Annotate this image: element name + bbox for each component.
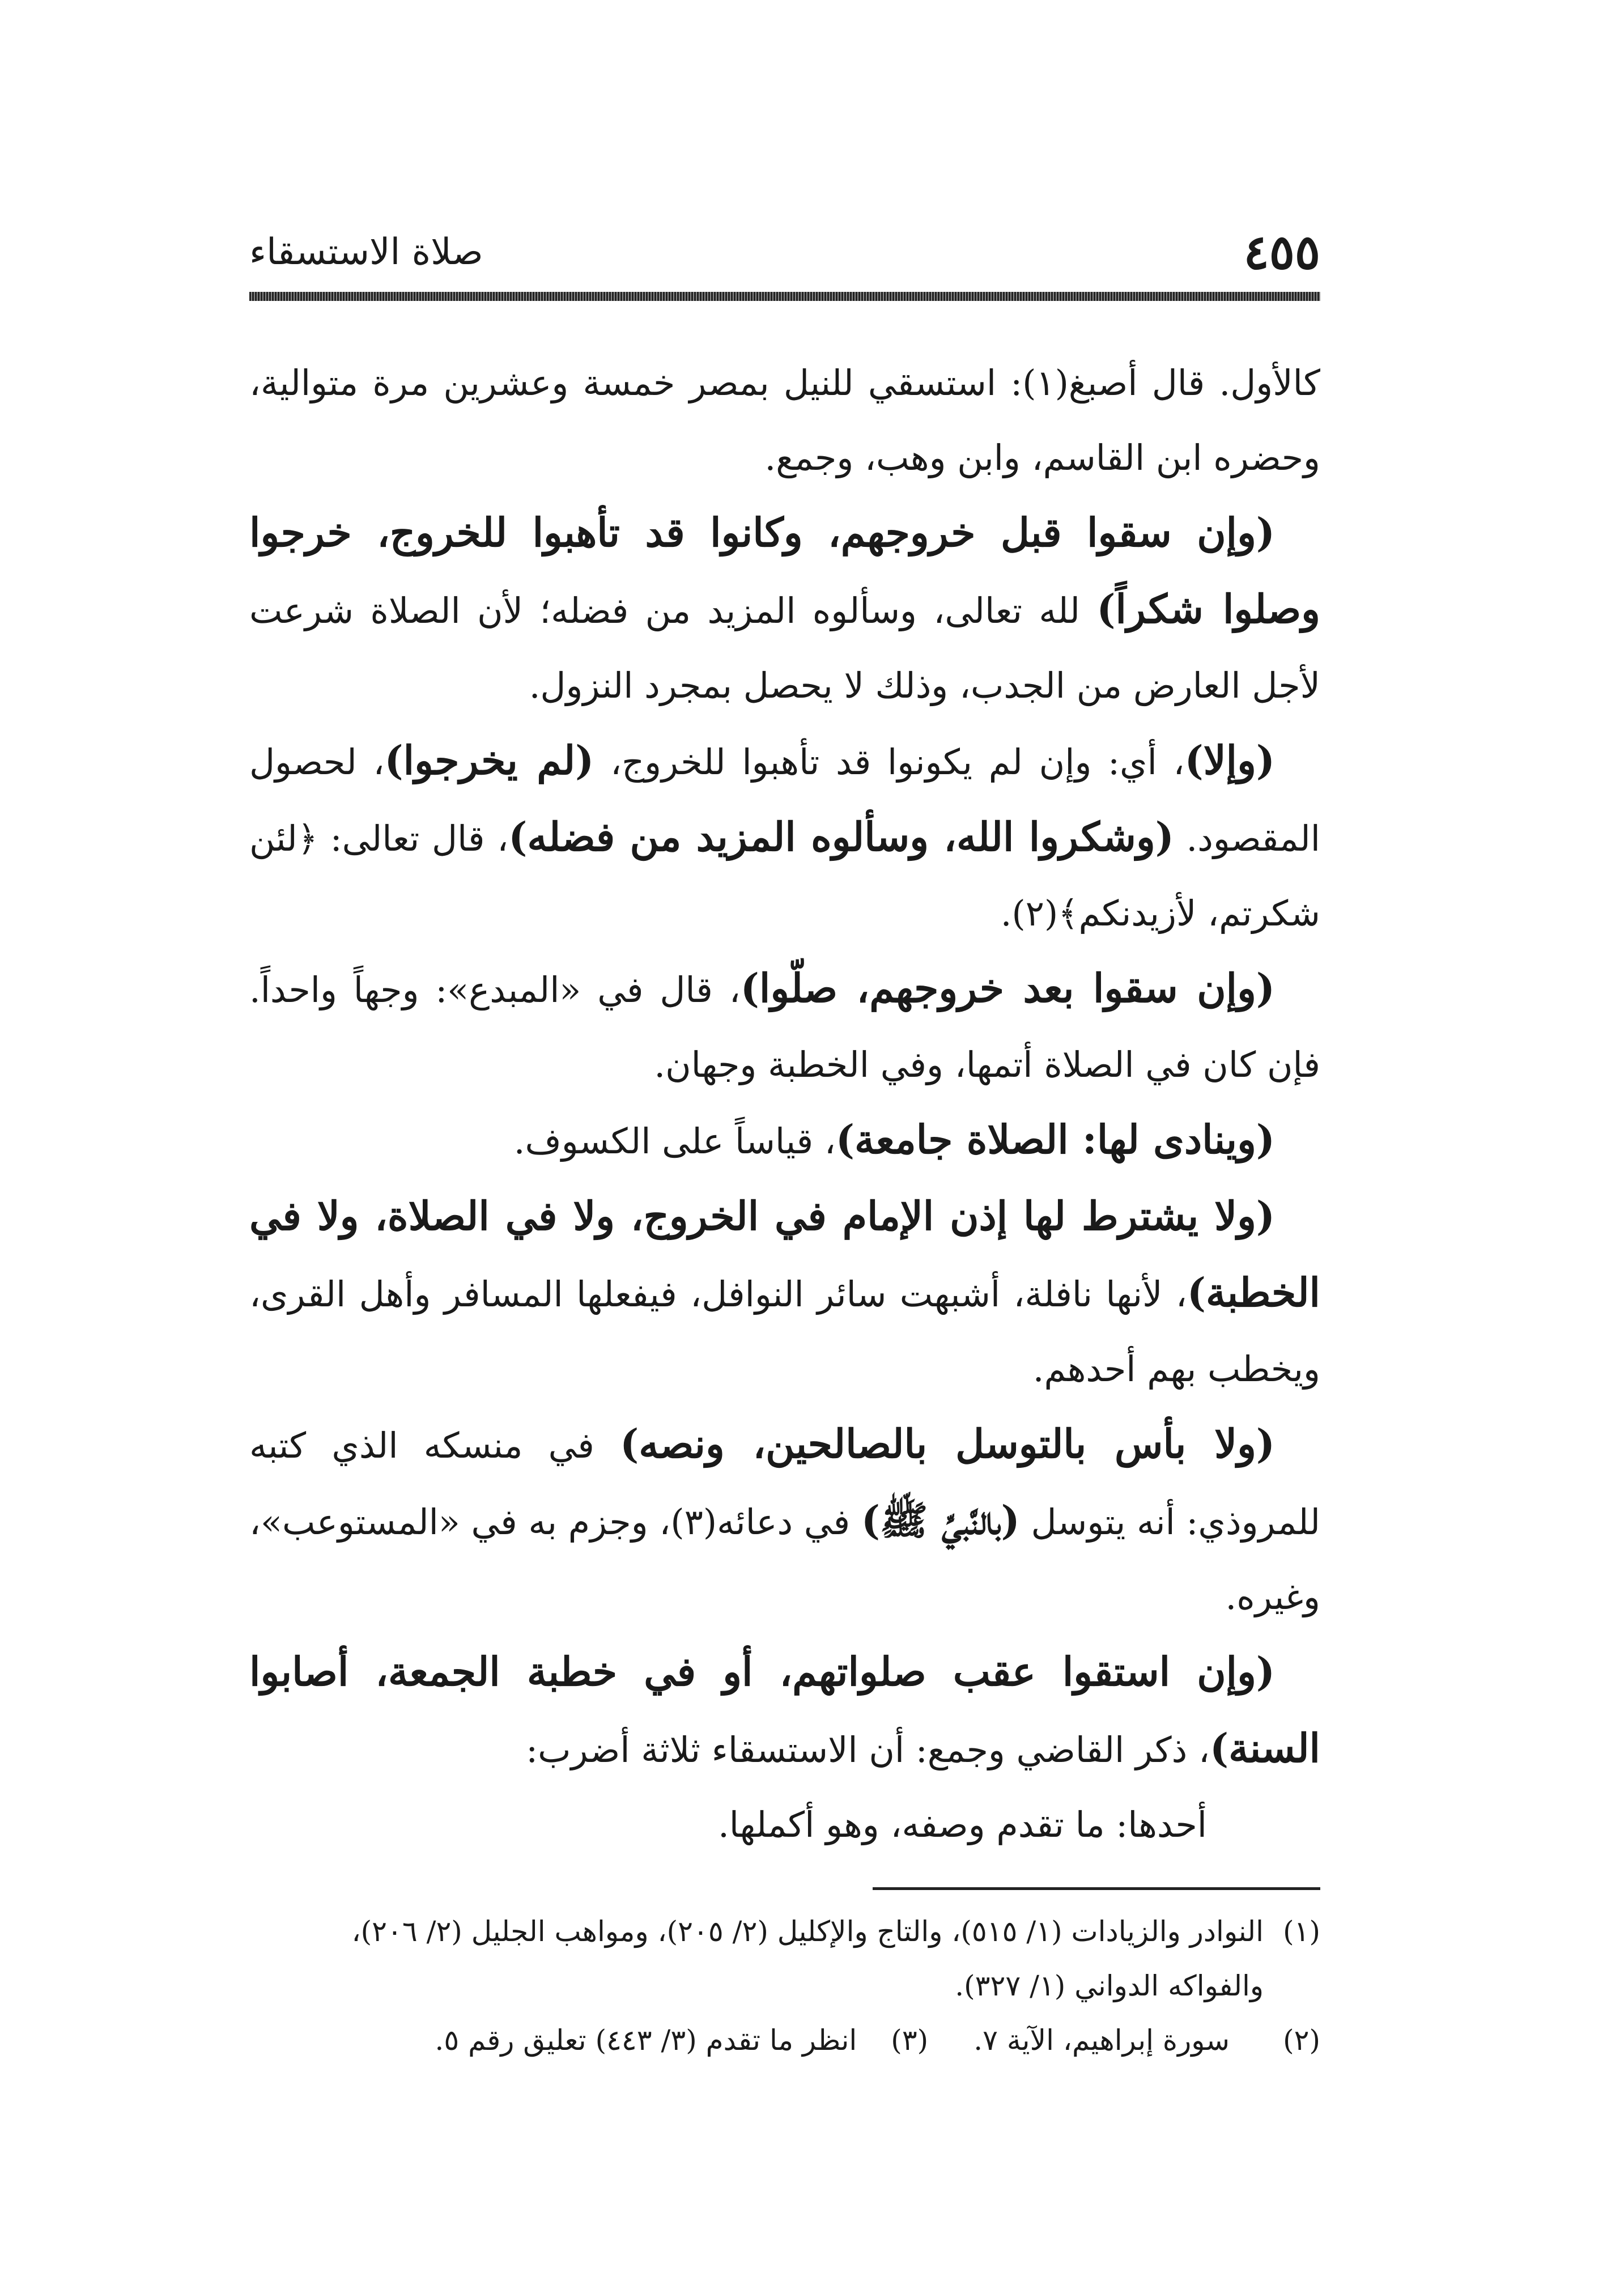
paragraph-7 (249, 1407, 1320, 1634)
matn-text: (ولا يشترط لها إذن الإمام في الخروج، ولا في الصلاة، ولا في الخطبة) (249, 1192, 1320, 1316)
paragraph-9: أحدها: ما تقدم وصفه، وهو أكملها. (718, 1804, 1207, 1845)
footnote-text: سورة إبراهيم، الآية ٧. (973, 2024, 1230, 2057)
footnotes (249, 1904, 1320, 2067)
footnote-separator (873, 1887, 1320, 1890)
paragraph-5 (249, 1102, 1320, 1179)
sharh-text: ، ذكر القاضي وجمع: أن الاستسقاء ثلاثة أضرب: (526, 1729, 1210, 1770)
sharh-text: لله تعالى، وسألوه المزيد من فضله؛ لأن الصلاة شرعت لأجل العارض من الجدب، وذلك لا يحصل بمجرد النزول. (249, 590, 1320, 706)
footnote-text: النوادر والزيادات (١/ ٥١٥)، والتاج والإكليل (٢/ ٢٠٥)، ومواهب الجليل (٢/ ٢٠٦)، والفواكه الدواني (١/ ٣٢٧). (351, 1915, 1264, 2002)
paragraph-1: كالأول. قال أصبغ(١): استسقي للنيل بمصر خمسة وعشرين مرة متوالية، وحضره ابن القاسم، وابن وهب، وجمع. (249, 362, 1320, 478)
footnote-number: (٢) (1283, 2024, 1320, 2057)
matn-text: (بالنَّبيِّ ﷺ) (861, 1497, 1020, 1544)
paragraph-4 (249, 951, 1320, 1102)
sharh-text: في منسكه الذي كتبه للمروذي: أنه يتوسل (249, 1425, 1320, 1543)
matn-text: (وإلا) (1184, 737, 1275, 784)
footnote-text: انظر ما تقدم (٣/ ٤٤٣) تعليق رقم ٥. (435, 2024, 857, 2057)
footnote-number: (٣) (891, 2024, 929, 2057)
sharh-text: ، قياساً على الكسوف. (513, 1120, 836, 1162)
paragraph-6 (249, 1179, 1320, 1407)
sharh-text: ، لحصول المقصود. (249, 741, 1320, 859)
footnote-number: (١) (1283, 1915, 1320, 1948)
page-number: ٤٥٥ (1243, 224, 1320, 280)
footnote-1 (249, 1904, 1320, 2013)
footnotes-row-2 (249, 2013, 1320, 2067)
sharh-text: في دعائه(٣)، وجزم به في «المستوعب»، وغيره. (249, 1501, 1320, 1617)
matn-text: (وإن سقوا قبل خروجهم، وكانوا قد تأهبوا للخروج، خرجوا وصلوا شكراً) (249, 509, 1320, 632)
matn-text: (وإن استقوا عقب صلواتهم، أو في خطبة الجمعة، أصابوا السنة) (249, 1648, 1320, 1772)
chapter-title: صلاة الاستسقاء (249, 231, 483, 273)
main-text (249, 346, 1320, 1862)
matn-text: (لم يخرجوا) (384, 737, 594, 784)
matn-text: (ولا بأس بالتوسل بالصالحين، ونصه) (620, 1420, 1275, 1467)
running-header (249, 221, 1320, 283)
sharh-text: ، أي: وإن لم يكونوا قد تأهبوا للخروج، (594, 741, 1185, 783)
paragraph-2 (249, 495, 1320, 723)
matn-text: (وينادى لها: الصلاة جامعة) (835, 1116, 1275, 1163)
paragraph-8 (249, 1634, 1320, 1787)
header-rule (249, 292, 1320, 301)
matn-text: (وإن سقوا بعد خروجهم، صلّوا) (740, 965, 1276, 1012)
footnote-2 (973, 2013, 1320, 2067)
footnote-3 (435, 2013, 928, 2067)
sharh-text: ، قال في «المبدع»: وجهاً واحداً. فإن كان في الصلاة أتمها، وفي الخطبة وجهان. (249, 969, 1320, 1085)
sharh-text: ، قال تعالى: ﴿لئن شكرتم، لأزيدنكم﴾(٢). (249, 818, 1320, 934)
paragraph-3 (249, 723, 1320, 951)
matn-text: (وشكروا الله، وسألوه المزيد من فضله) (508, 813, 1174, 860)
sharh-text: ، لأنها نافلة، أشبهت سائر النوافل، فيفعلها المسافر وأهل القرى، ويخطب بهم أحدهم. (249, 1273, 1320, 1390)
